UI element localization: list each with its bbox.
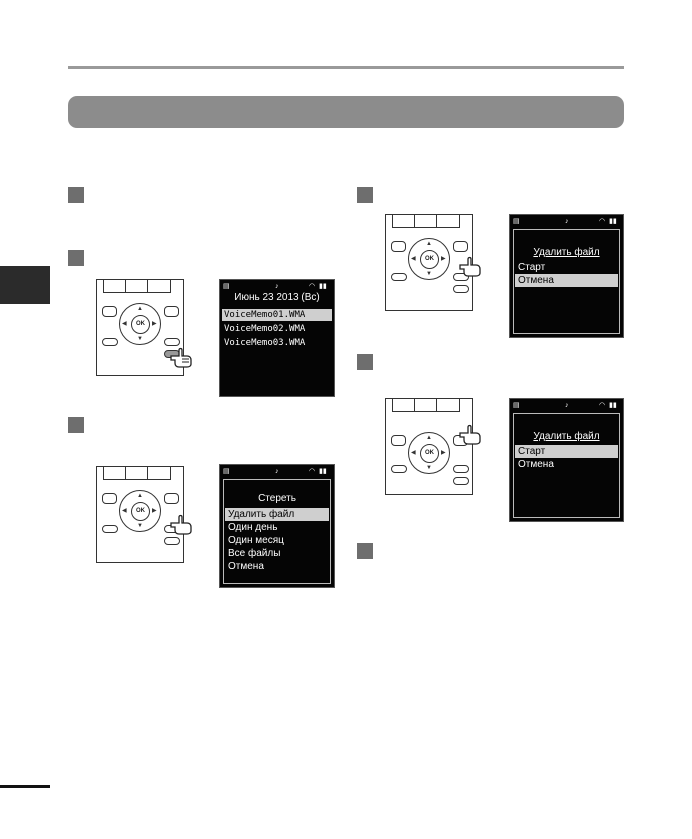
ok-button: OK (131, 315, 150, 334)
pointing-hand-icon (169, 513, 193, 535)
signal-icon: ◠ (599, 218, 606, 225)
status-bar (513, 217, 620, 226)
step-marker-4 (357, 187, 373, 203)
status-bar (223, 467, 331, 476)
screen-delete-file-start (509, 398, 624, 522)
signal-icon: ◠ (309, 283, 316, 290)
screen-file-list (219, 279, 335, 397)
step-marker-2 (68, 250, 84, 266)
status-bar (223, 282, 331, 291)
folder-button (391, 435, 406, 446)
status-bar (513, 401, 620, 410)
chapter-tab (0, 266, 50, 304)
screen-delete-file-confirm (509, 214, 624, 338)
direction-pad: ▲ ▼ ◀ ▶ OK (408, 238, 450, 280)
rec-button (392, 214, 416, 228)
menu-frame (223, 479, 331, 584)
ok-button: OK (420, 250, 439, 269)
card-icon: ▤ (513, 402, 520, 409)
cancel-option[interactable]: Отмена (518, 459, 554, 470)
ok-button: OK (131, 502, 150, 521)
stop-button (436, 398, 460, 412)
menu-title: Удалить файл (533, 247, 600, 258)
card-icon: ▤ (223, 283, 230, 290)
recorder-illustration-step5 (385, 398, 473, 495)
battery-icon: ▮▮ (609, 218, 617, 225)
bell-icon: ♪ (275, 468, 279, 475)
card-icon: ▤ (223, 468, 230, 475)
menu-button (391, 465, 407, 473)
recorder-illustration-step3 (96, 466, 184, 563)
step-marker-6 (357, 543, 373, 559)
f-button (164, 338, 180, 346)
erase-button (453, 285, 469, 293)
cancel-option[interactable]: Отмена (515, 274, 618, 287)
menu-item[interactable]: Один день (228, 522, 278, 533)
direction-pad: ▲ ▼ ◀ ▶ OK (119, 490, 161, 532)
battery-icon: ▮▮ (319, 283, 327, 290)
folder-button (102, 306, 117, 317)
file-item[interactable]: VoiceMemo03.WMA (224, 338, 306, 348)
battery-icon: ▮▮ (609, 402, 617, 409)
menu-item[interactable]: Все файлы (228, 548, 281, 559)
recording-date: Июнь 23 2013 (Вс) (234, 292, 320, 303)
rec-button (103, 466, 127, 480)
menu-button (391, 273, 407, 281)
play-button (125, 466, 149, 480)
menu-title: Удалить файл (533, 431, 600, 442)
menu-frame (513, 229, 620, 334)
step-marker-3 (68, 417, 84, 433)
signal-icon: ◠ (599, 402, 606, 409)
menu-button (102, 525, 118, 533)
direction-pad: ▲ ▼ ◀ ▶ OK (119, 303, 161, 345)
section-header-bar (68, 96, 624, 128)
screen-erase-menu (219, 464, 335, 588)
menu-item[interactable]: Один месяц (228, 535, 284, 546)
card-icon: ▤ (513, 218, 520, 225)
signal-icon: ◠ (309, 468, 316, 475)
stop-button (147, 279, 171, 293)
erase-button (453, 477, 469, 485)
play-button (414, 214, 438, 228)
bell-icon: ♪ (565, 218, 569, 225)
rec-button (392, 398, 416, 412)
stop-button (147, 466, 171, 480)
rec-button (103, 279, 127, 293)
list-button (453, 241, 468, 252)
recorder-illustration-step4 (385, 214, 473, 311)
pointing-hand-icon (169, 346, 193, 368)
step-marker-1 (68, 187, 84, 203)
menu-button (102, 338, 118, 346)
start-option[interactable]: Старт (515, 445, 618, 458)
battery-icon: ▮▮ (319, 468, 327, 475)
stop-button (436, 214, 460, 228)
footer-rule (0, 785, 50, 788)
start-option[interactable]: Старт (518, 262, 546, 273)
list-button (164, 306, 179, 317)
folder-button (102, 493, 117, 504)
play-button (125, 279, 149, 293)
bell-icon: ♪ (565, 402, 569, 409)
menu-item[interactable]: Отмена (228, 561, 264, 572)
erase-button (164, 537, 180, 545)
f-button (453, 465, 469, 473)
ok-button: OK (420, 444, 439, 463)
file-item[interactable]: VoiceMemo01.WMA (222, 309, 332, 321)
pointing-hand-icon (458, 255, 482, 277)
top-rule (68, 66, 624, 69)
menu-title: Стереть (258, 493, 296, 504)
folder-button (391, 241, 406, 252)
recorder-illustration-step2 (96, 279, 184, 376)
file-item[interactable]: VoiceMemo02.WMA (224, 324, 306, 334)
direction-pad: ▲ ▼ ◀ ▶ OK (408, 432, 450, 474)
menu-item[interactable]: Удалить файл (225, 508, 329, 521)
list-button (164, 493, 179, 504)
pointing-hand-icon (458, 423, 482, 445)
step-marker-5 (357, 354, 373, 370)
menu-frame (513, 413, 620, 518)
bell-icon: ♪ (275, 283, 279, 290)
play-button (414, 398, 438, 412)
